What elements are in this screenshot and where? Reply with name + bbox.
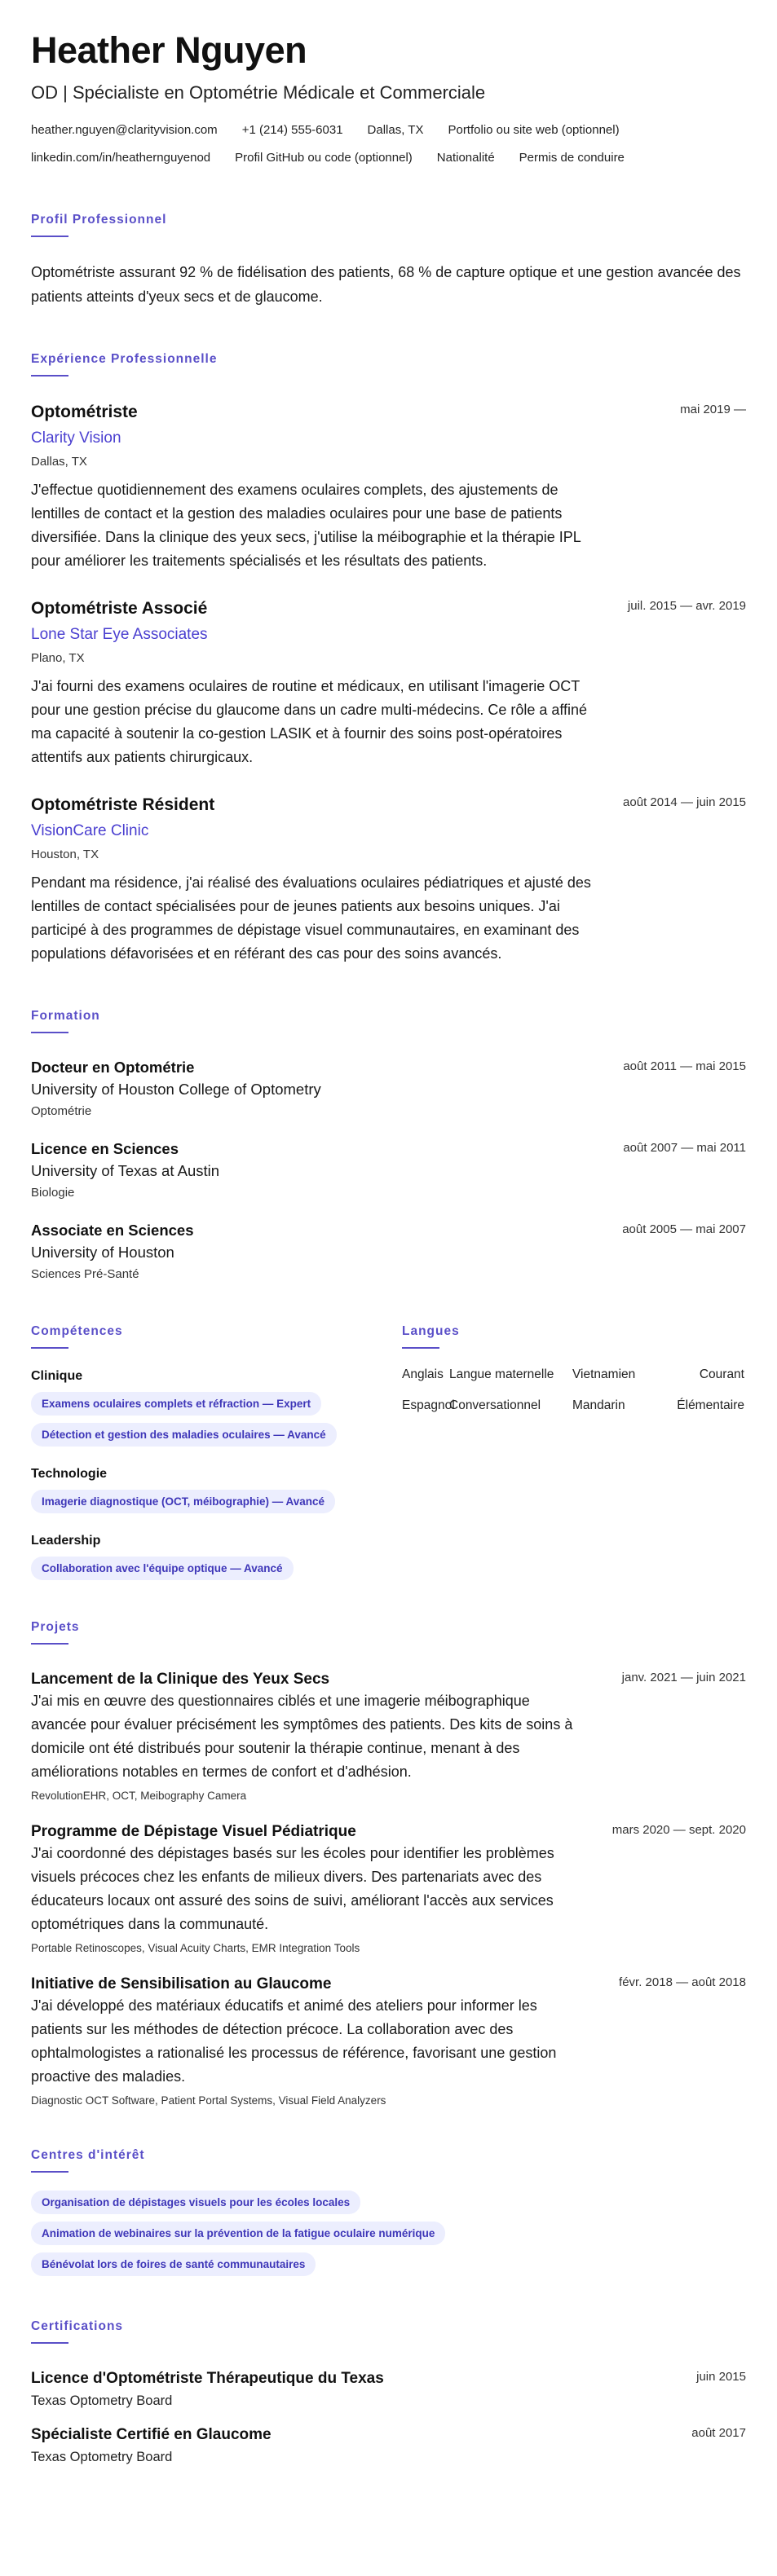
project-title: Programme de Dépistage Visuel Pédiatrique (31, 1823, 356, 1840)
experience-dates: mai 2019 — (680, 403, 746, 416)
company-name[interactable]: Clarity Vision (31, 429, 121, 447)
school-name: University of Texas at Austin (31, 1162, 220, 1179)
section-title: Langues (402, 1324, 460, 1338)
job-description: J'effectue quotidiennement des examens oculaires complets, des ajustements de lentilles de contact et la gestion des maladies oculaires pour une base de patients diversifiée. Dans la clinique des yeux secs, j'utilise la méibographie et la thérapie IPL pour améliorer les traitements spécialisés et les résultats des patients. (31, 482, 581, 569)
job-description: Pendant ma résidence, j'ai réalisé des évaluations oculaires pédiatriques et ajusté des lentilles de contact spécialisées pour de jeunes patients aux besoins uniques. J'ai participé à des programmes de dépistage visuel communautaires, en examinant des populations défavorisées et en référant des cas pour des soins avancés. (31, 874, 591, 962)
school-name: University of Houston College of Optometry (31, 1081, 321, 1098)
portfolio-link[interactable]: Portfolio ou site web (optionnel) (448, 123, 620, 137)
driving-license-text: Permis de conduire (519, 151, 625, 165)
education-item (31, 1058, 746, 1120)
project-description: J'ai développé des matériaux éducatifs et animé des ateliers pour informer les patients sur les méthodes de détection précoce. La collaboration avec des ophtalmologistes a rationalisé les processus de référence, favorisant une gestion proactive des maladies. (31, 1997, 557, 2085)
skill-pill: Examens oculaires complets et réfraction — Expert (31, 1392, 321, 1416)
certification-name: Spécialiste Certifié en Glaucome (31, 2426, 272, 2443)
skill-list (31, 1549, 402, 1580)
education-item (31, 1139, 746, 1201)
projects-section (31, 1619, 746, 2108)
resume-header (31, 29, 746, 166)
skill-category: Clinique (31, 1369, 83, 1383)
skill-pill: Imagerie diagnostique (OCT, méibographie) — Avancé (31, 1490, 335, 1513)
section-divider (31, 375, 68, 376)
phone-link[interactable]: +1 (214) 555-6031 (241, 123, 343, 137)
linkedin-link[interactable]: linkedin.com/in/heathernguyenod (31, 151, 211, 165)
section-divider (31, 1643, 68, 1645)
languages-grid (402, 1367, 744, 1414)
section-divider (31, 236, 68, 237)
nationality-text: Nationalité (436, 151, 495, 165)
section-title: Profil Professionnel (31, 213, 167, 227)
experience-item (31, 597, 746, 769)
certification-item (31, 2368, 746, 2410)
field-of-study: Biologie (31, 1186, 75, 1200)
language-level: Élémentaire (677, 1398, 744, 1412)
language-name: Mandarin (572, 1398, 625, 1412)
degree-title: Docteur en Optométrie (31, 1059, 195, 1076)
certification-item (31, 2424, 746, 2466)
section-title: Projets (31, 1620, 80, 1634)
headline: OD | Spécialiste en Optométrie Médicale et Commerciale (31, 82, 486, 103)
section-title: Centres d'intérêt (31, 2148, 145, 2162)
section-divider (402, 1347, 439, 1349)
experience-item (31, 401, 746, 573)
project-tools: RevolutionEHR, OCT, Meibography Camera (31, 1790, 247, 1802)
candidate-name: Heather Nguyen (31, 29, 307, 71)
certification-issuer: Texas Optometry Board (31, 2450, 173, 2464)
experience-dates: août 2014 — juin 2015 (623, 795, 746, 809)
experience-item (31, 794, 746, 966)
degree-title: Licence en Sciences (31, 1140, 179, 1157)
interest-pill: Organisation de dépistages visuels pour les écoles locales (31, 2191, 360, 2214)
project-item (31, 1669, 746, 1803)
job-location: Plano, TX (31, 651, 85, 665)
interests-list (31, 2183, 746, 2276)
interest-pill: Animation de webinaires sur la prévention de la fatigue oculaire numérique (31, 2222, 445, 2245)
skills-languages-row (31, 1323, 746, 1580)
project-title: Lancement de la Clinique des Yeux Secs (31, 1671, 330, 1688)
project-item (31, 1974, 746, 2108)
contact-row-2 (31, 150, 746, 166)
job-description: J'ai fourni des examens oculaires de routine et médicaux, en utilisant l'imagerie OCT pour une gestion précise du glaucome dans un cadre multi-médecins. Ce rôle a affiné ma capacité à soutenir la co-gestion LASIK et à fournir des soins post-opératoires attentifs aux patients chirurgicaux. (31, 678, 588, 765)
field-of-study: Optométrie (31, 1104, 92, 1118)
section-title: Formation (31, 1009, 100, 1023)
language-level: Courant (699, 1367, 744, 1381)
job-title: Optométriste (31, 403, 138, 421)
job-title: Optométriste Résident (31, 795, 215, 814)
education-dates: août 2007 — mai 2011 (623, 1141, 746, 1155)
project-item (31, 1821, 746, 1956)
skill-list (31, 1482, 402, 1513)
project-dates: janv. 2021 — juin 2021 (621, 1671, 746, 1684)
skill-pill: Collaboration avec l'équipe optique — Avancé (31, 1557, 294, 1580)
job-location: Dallas, TX (31, 455, 87, 469)
section-title: Expérience Professionnelle (31, 352, 218, 366)
language-level: Langue maternelle (449, 1367, 554, 1381)
section-divider (31, 1347, 68, 1349)
school-name: University of Houston (31, 1244, 174, 1261)
job-title: Optométriste Associé (31, 599, 208, 618)
education-section (31, 1008, 746, 1283)
contact-row-1 (31, 122, 746, 139)
section-title: Certifications (31, 2319, 124, 2333)
certification-date: juin 2015 (696, 2370, 746, 2384)
project-dates: févr. 2018 — août 2018 (619, 1975, 746, 1989)
project-description: J'ai mis en œuvre des questionnaires ciblés et une imagerie méibographique avancée pour évaluer précisément les symptômes des patients. Des kits de soins à domicile ont été distribués pour soutenir la thérapie continue, menant à des améliorations notables en termes de confort et d'adhésion. (31, 1693, 573, 1780)
skills-section (31, 1323, 402, 1580)
profile-section (31, 212, 746, 309)
section-divider (31, 1032, 68, 1033)
certification-issuer: Texas Optometry Board (31, 2393, 173, 2408)
field-of-study: Sciences Pré-Santé (31, 1267, 139, 1281)
language-level: Conversationnel (449, 1398, 541, 1412)
language-name: Espagnol (402, 1398, 455, 1412)
job-location: Houston, TX (31, 848, 99, 861)
project-tools: Portable Retinoscopes, Visual Acuity Charts, EMR Integration Tools (31, 1942, 360, 1954)
skill-category: Leadership (31, 1534, 101, 1548)
section-divider (31, 2171, 68, 2173)
section-title: Compétences (31, 1324, 123, 1338)
skill-pill: Détection et gestion des maladies oculaires — Avancé (31, 1423, 337, 1447)
profile-summary: Optométriste assurant 92 % de fidélisation des patients, 68 % de capture optique et une gestion avancée des patients atteints d'yeux secs et de glaucome. (31, 264, 741, 305)
interests-section (31, 2147, 746, 2276)
email-link[interactable]: heather.nguyen@clarityvision.com (31, 123, 218, 137)
skill-list (31, 1385, 402, 1447)
degree-title: Associate en Sciences (31, 1222, 194, 1239)
company-name[interactable]: VisionCare Clinic (31, 822, 149, 839)
education-item (31, 1221, 746, 1283)
skill-category: Technologie (31, 1467, 108, 1481)
experience-section (31, 351, 746, 966)
project-title: Initiative de Sensibilisation au Glaucome (31, 1975, 332, 1993)
experience-dates: juil. 2015 — avr. 2019 (627, 599, 746, 613)
education-dates: août 2005 — mai 2007 (622, 1222, 746, 1236)
interest-pill: Bénévolat lors de foires de santé communautaires (31, 2252, 316, 2276)
language-name: Anglais (402, 1367, 444, 1381)
github-link[interactable]: Profil GitHub ou code (optionnel) (235, 151, 413, 165)
certifications-section (31, 2318, 746, 2466)
project-description: J'ai coordonné des dépistages basés sur les écoles pour identifier les problèmes visuels précoces chez les enfants de milieux divers. Des partenariats avec des éducateurs locaux ont assuré des soins de suivi, améliorant l'accès aux services optométriques dans la communauté. (31, 1845, 554, 1932)
company-name[interactable]: Lone Star Eye Associates (31, 626, 208, 643)
language-name: Vietnamien (572, 1367, 636, 1381)
section-divider (31, 2342, 68, 2344)
project-tools: Diagnostic OCT Software, Patient Portal Systems, Visual Field Analyzers (31, 2094, 386, 2107)
languages-section (402, 1323, 744, 1580)
education-dates: août 2011 — mai 2015 (623, 1059, 746, 1073)
location-text: Dallas, TX (367, 123, 424, 137)
certification-date: août 2017 (691, 2426, 746, 2440)
project-dates: mars 2020 — sept. 2020 (611, 1823, 746, 1837)
certification-name: Licence d'Optométriste Thérapeutique du Texas (31, 2370, 384, 2387)
